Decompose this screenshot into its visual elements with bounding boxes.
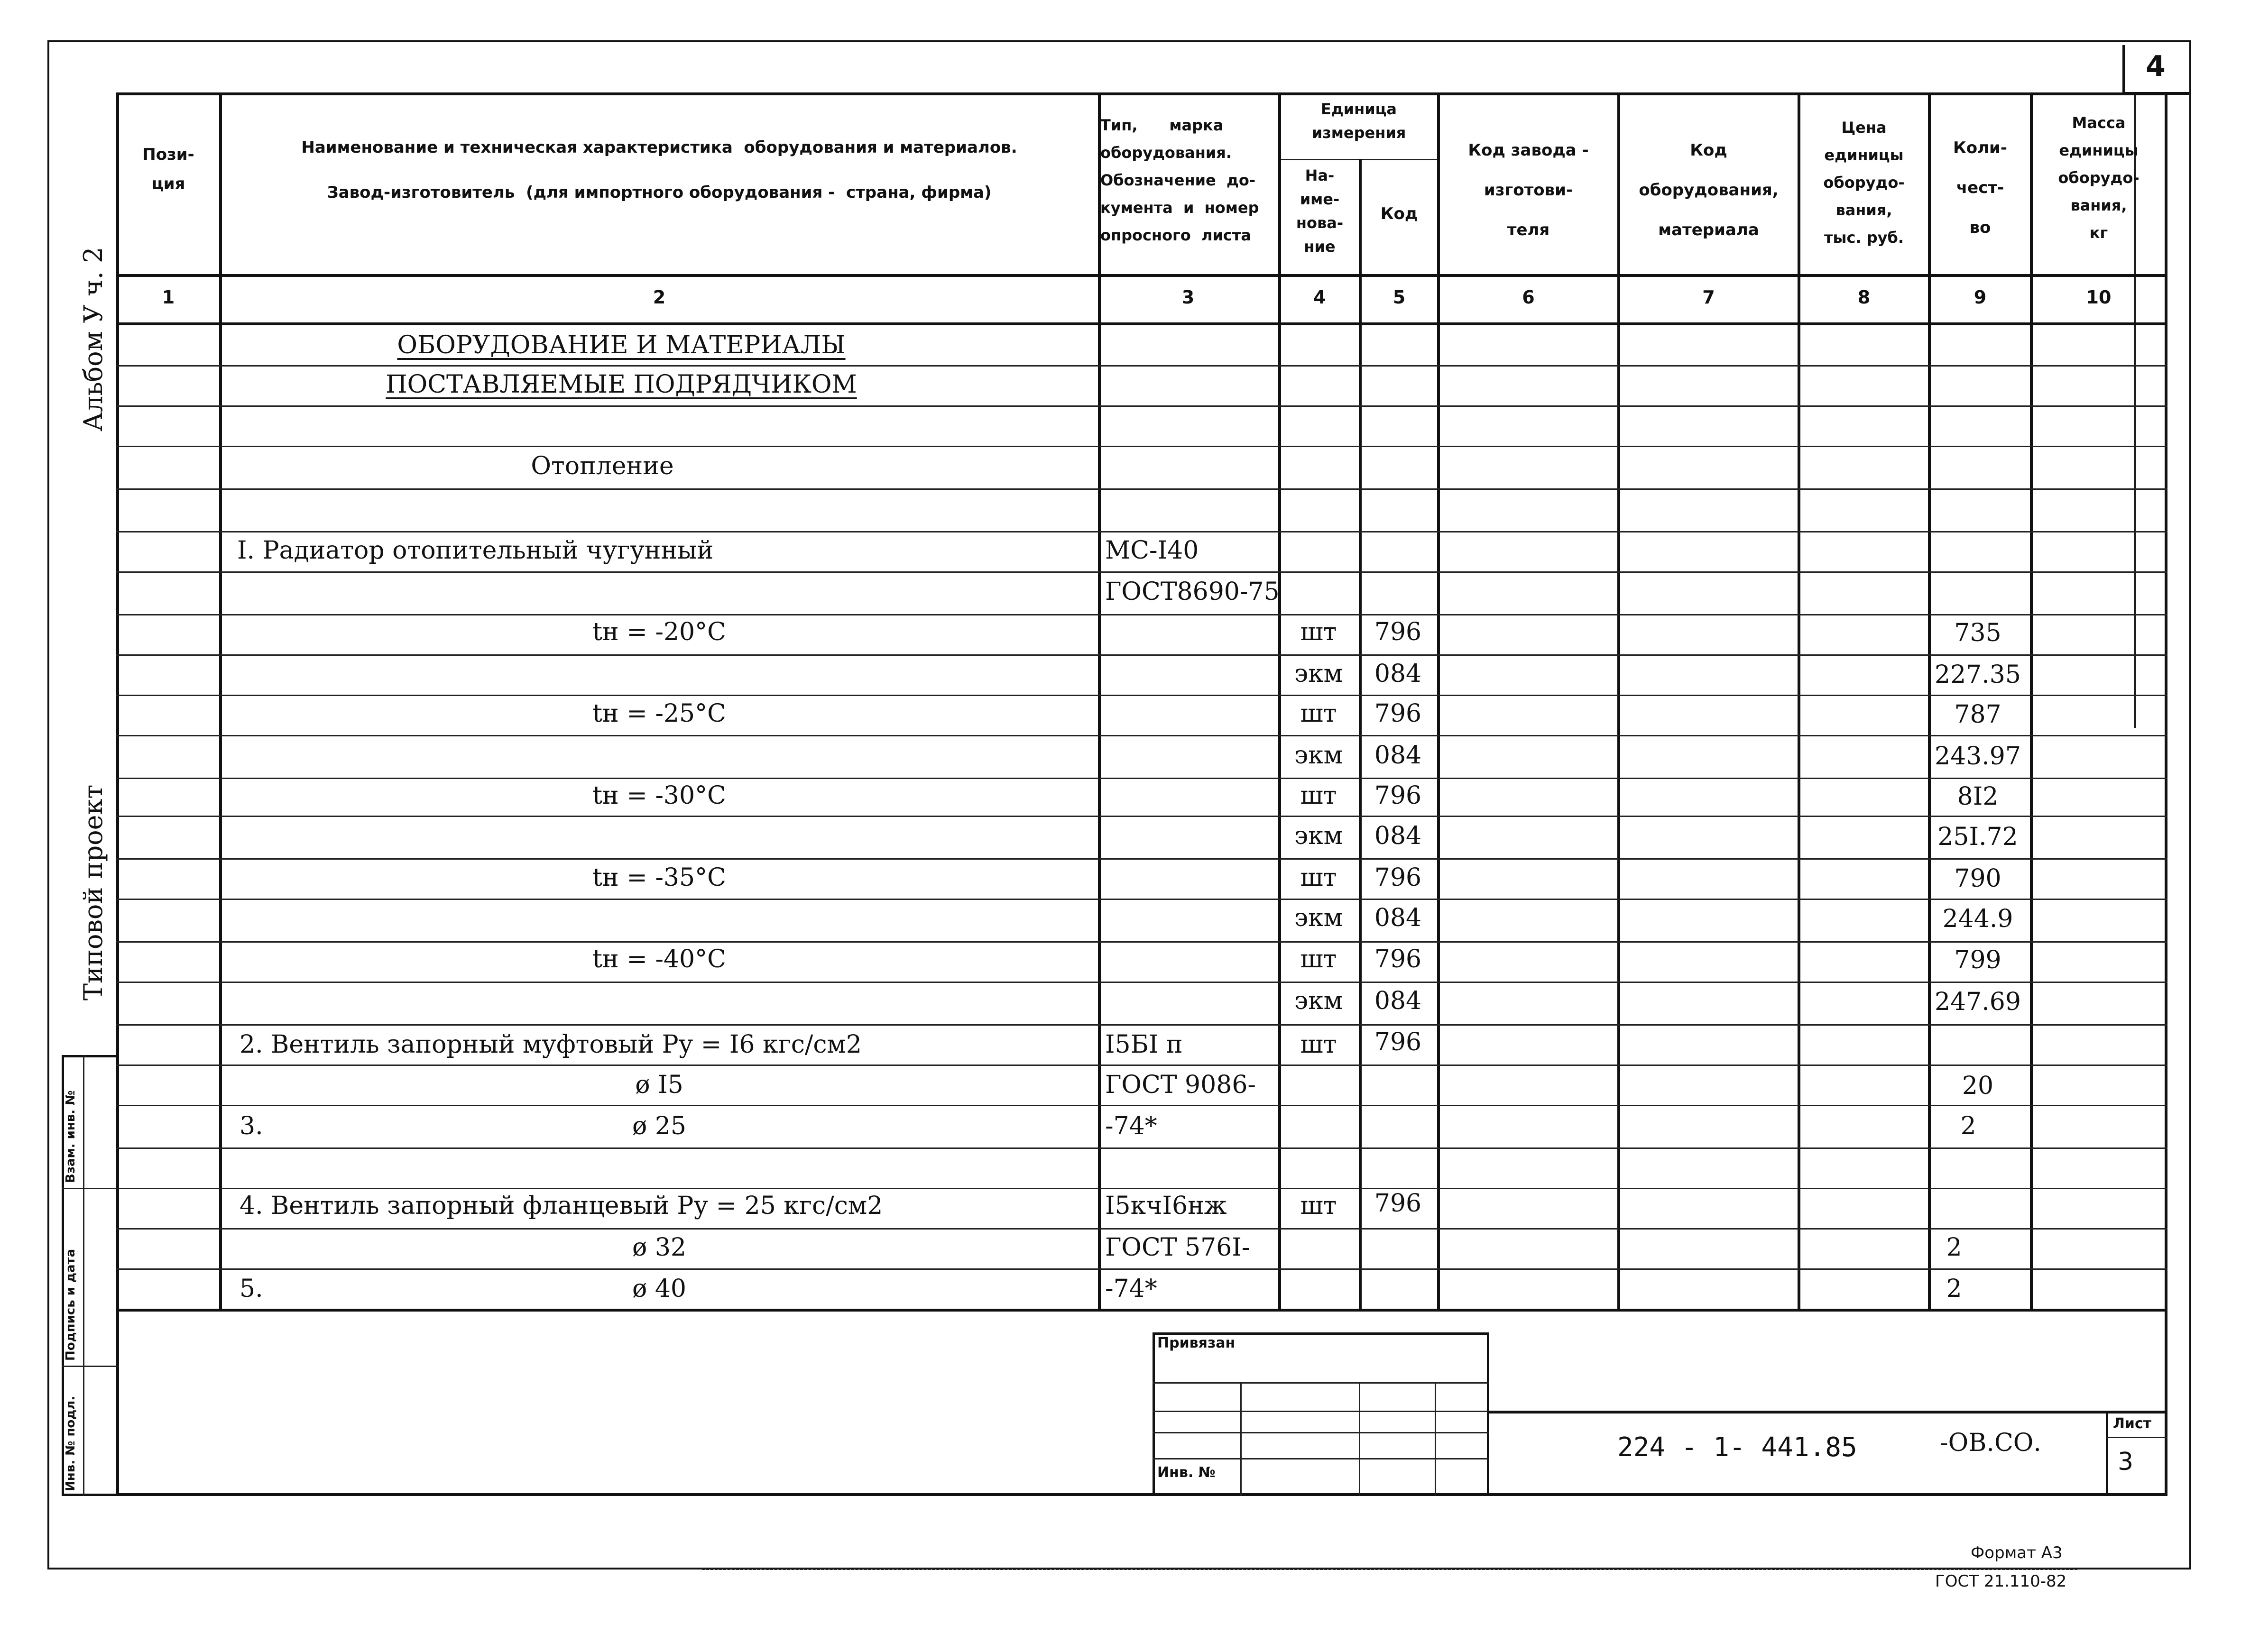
row-11-unit: шт [1300,945,1337,973]
row-6-code: 084 [1374,741,1422,770]
row-12-code: 084 [1374,987,1422,1015]
row-10-qty: 244.9 [1942,905,2013,933]
row-12-qty: 247.69 [1935,988,2021,1016]
row-7-name: tн = -30°С [592,781,726,810]
row-7-unit: шт [1300,781,1337,810]
row-3-code: 796 [1374,618,1422,646]
row-1-name: I. Радиатор отопительный чугунный [237,536,714,565]
row-5-qty: 787 [1954,700,2001,729]
header-unit-code: Код [1380,204,1418,223]
row-6-unit: экм [1294,741,1343,770]
row-17-unit: шт [1300,1192,1337,1220]
col-number-5: 5 [1393,287,1406,308]
row-19-name: ø 40 [632,1275,686,1303]
row-1-type: МС-I40 [1105,536,1199,565]
page-number: 4 [2146,50,2166,83]
row-18-name: ø 32 [632,1233,686,1262]
header-unit-group: Единица измерения [1311,100,1406,142]
stamp-label-inv: Инв. № подл. [64,1395,78,1491]
header-mass: Масса единицы оборудо- вания, кг [2058,114,2140,242]
row-18-qty: 2 [1946,1233,1962,1262]
doc-suffix: -ОВ.СО. [1940,1429,2041,1457]
project-label: Типовой проект [78,784,108,1000]
col-number-9: 9 [1974,287,1987,308]
row-9-name: tн = -35°С [592,863,726,892]
row-15-position: 3. [240,1112,263,1140]
row-6-qty: 243.97 [1935,742,2021,771]
inv-no-label: Инв. № [1157,1464,1216,1481]
header-price: Цена единицы оборудо- вания, тыс. руб. [1823,119,1905,247]
row-4-qty: 227.35 [1935,661,2021,689]
row-8-qty: 25I.72 [1937,823,2018,851]
header-type: Тип, марка оборудования. Обозначение до- кумента и номер опросного листа [1100,116,1259,244]
doc-code: 224 - 1- 441.85 [1617,1432,1857,1463]
col-number-3: 3 [1181,287,1195,308]
header-name-line1: Наименование и техническая характеристика оборудования и материалов. [301,138,1017,157]
row-13-name: 2. Вентиль запорный муфтовый Ру = I6 кгс/см2 [240,1030,862,1059]
row-11-code: 796 [1374,945,1422,973]
row-15-type: -74* [1105,1112,1157,1140]
row-18-type: ГОСТ 576I- [1105,1233,1250,1262]
row-4-unit: экм [1294,660,1343,688]
col-number-2: 2 [653,287,666,308]
row-9-code: 796 [1374,863,1422,892]
col-number-10: 10 [2086,287,2112,308]
col-number-7: 7 [1702,287,1715,308]
row-13-unit: шт [1300,1030,1337,1059]
row-10-code: 084 [1374,904,1422,932]
row-3-qty: 735 [1954,619,2001,647]
col-number-6: 6 [1522,287,1535,308]
header-position: Пози- ция [142,145,194,193]
section-subtitle: Отопление [531,452,674,480]
row-15-name: ø 25 [632,1112,686,1140]
format-label: Формат А3 [1971,1543,2063,1562]
col-number-8: 8 [1857,287,1871,308]
row-7-qty: 8I2 [1957,782,1999,811]
row-14-name: ø I5 [635,1071,683,1099]
header-material-code: Код оборудования, материала [1639,141,1779,239]
row-9-qty: 790 [1954,864,2001,893]
col-number-4: 4 [1313,287,1326,308]
row-4-code: 084 [1374,660,1422,688]
row-3-unit: шт [1300,618,1337,646]
row-5-name: tн = -25°С [592,699,726,728]
privyazan-label: Привязан [1157,1335,1236,1351]
row-2-type: ГОСТ8690-75 [1105,578,1280,606]
row-9-unit: шт [1300,863,1337,892]
stamp-label-sign: Подпись и дата [64,1248,78,1361]
section-title-line2: ПОСТАВЛЯЕМЫЕ ПОДРЯДЧИКОМ [386,370,857,399]
header-unit-name: На- име- нова- ние [1296,166,1344,256]
section-title-line1: ОБОРУДОВАНИЕ И МАТЕРИАЛЫ [397,331,846,359]
album-label: Альбом У ч. 2 [78,247,108,431]
col-number-1: 1 [162,287,175,308]
header-maker-code: Код завода - изготови- теля [1468,141,1589,239]
row-8-code: 084 [1374,822,1422,850]
row-13-code: 796 [1374,1028,1422,1056]
row-10-unit: экм [1294,904,1343,932]
row-5-unit: шт [1300,699,1337,728]
row-19-qty: 2 [1946,1275,1962,1303]
row-17-name: 4. Вентиль запорный фланцевый Ру = 25 кгс/см2 [240,1192,883,1220]
row-12-unit: экм [1294,987,1343,1015]
gost-label: ГОСТ 21.110-82 [1935,1572,2067,1591]
header-name-line2: Завод-изготовитель (для импортного оборудования - страна, фирма) [327,183,992,202]
stamp-label-replace: Взам. инв. № [64,1090,78,1183]
row-5-code: 796 [1374,699,1422,728]
row-17-type: I5кчI6нж [1105,1192,1227,1220]
sheet-number: 3 [2118,1448,2134,1476]
row-7-code: 796 [1374,781,1422,810]
row-17-code: 796 [1374,1189,1422,1218]
row-14-qty: 20 [1962,1072,1994,1100]
row-13-type: I5БI п [1105,1030,1183,1059]
row-8-unit: экм [1294,822,1343,850]
row-3-name: tн = -20°С [592,618,726,646]
row-15-qty: 2 [1960,1112,1976,1140]
row-14-type: ГОСТ 9086- [1105,1071,1256,1099]
row-11-qty: 799 [1954,946,2001,974]
sheet-label: Лист [2113,1415,2152,1432]
row-19-position: 5. [240,1275,263,1303]
row-19-type: -74* [1105,1275,1157,1303]
row-11-name: tн = -40°С [592,945,726,973]
header-quantity: Коли- чест- во [1953,138,2007,237]
